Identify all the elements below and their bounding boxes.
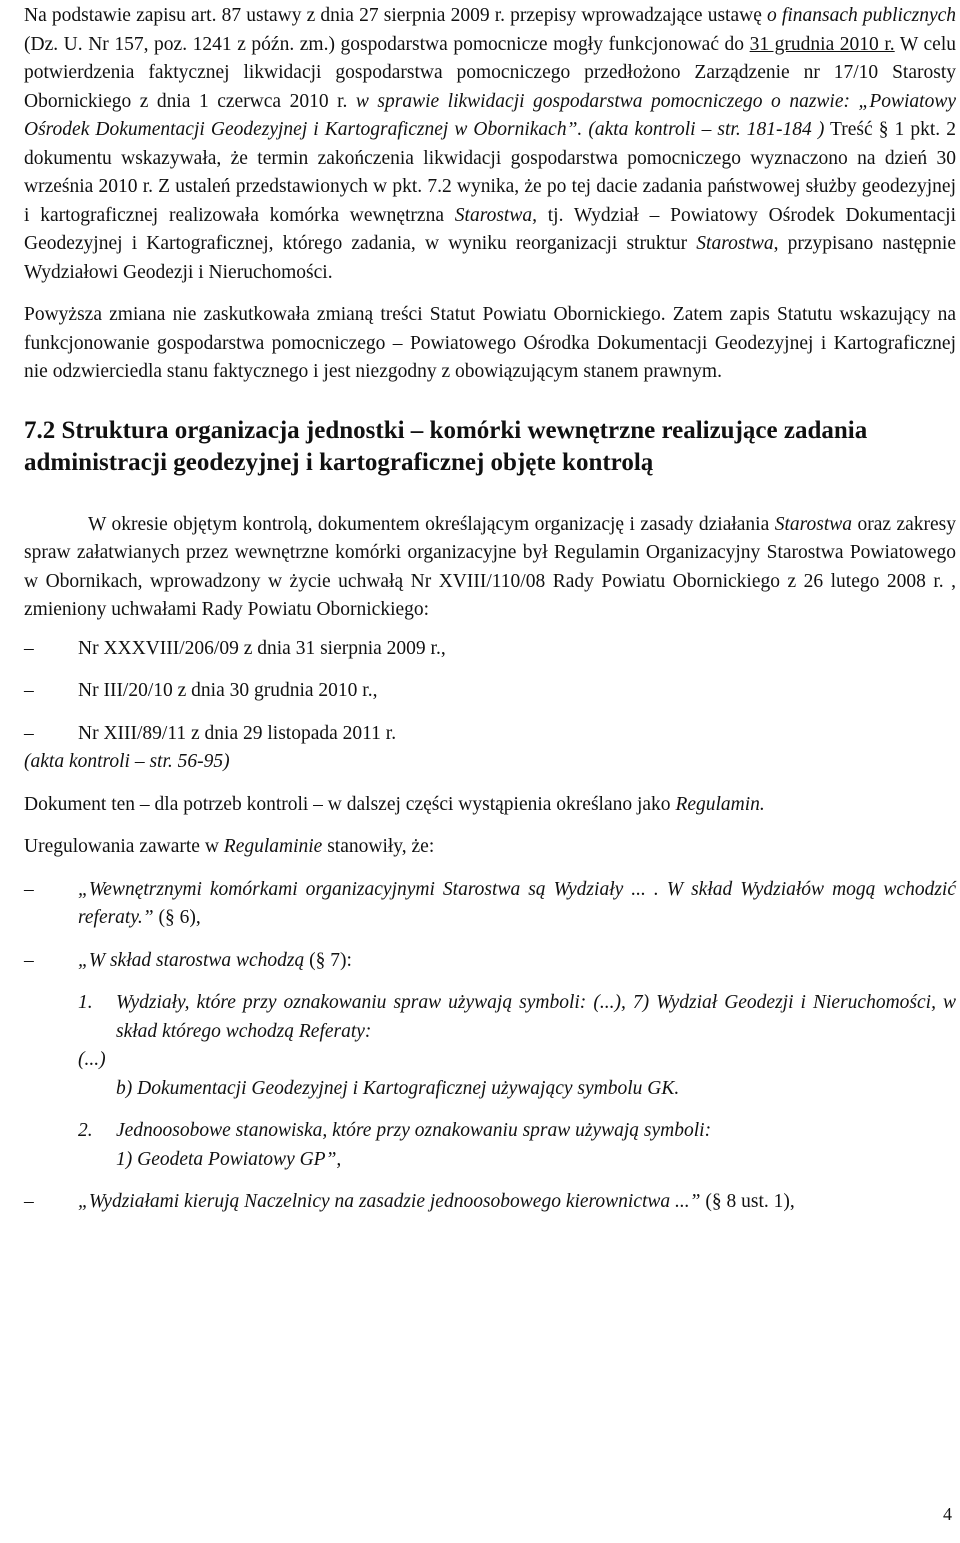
list-item-2: 2. Jednoosobowe stanowiska, które przy oznakowaniu spraw używają symboli: bbox=[78, 1120, 712, 1141]
law-title: o finansach publicznych bbox=[767, 5, 956, 26]
list-item: – Nr XXXVIII/206/09 z dnia 31 sierpnia 2009 r., bbox=[24, 637, 446, 659]
paragraph-dokument: Dokument ten – dla potrzeb kontroli – w dalszej części wystąpienia określano jako Regulamin. bbox=[24, 793, 765, 815]
paragraph-regulamin: W okresie objętym kontrolą, dokumentem określającym organizację i zasady działania Starostwa oraz zakresy spraw załatwianych przez wewnętrzne komórki organizacyjne był Regulamin Organizacyjny Starostwa Powiatowego w Obornikach, wprowadzony w życie uchwałą Nr XVIII/110/08 Rady Powiatu Obornickiego z 26 lutego 2008 r. , zmieniony uchwałami Rady Powiatu Obornickiego: bbox=[24, 513, 956, 620]
regulation-title: w sprawie likwidacji gospodarstwa pomocniczego o nazwie: „Powiatowy Ośrodek Dokumentacji Geodezyjnej i Kartograficznej w Obornikach”. (akta kontroli – str. 181-184 ) bbox=[24, 90, 956, 140]
deadline-date: 31 grudnia 2010 r. bbox=[749, 33, 895, 55]
paragraph-statut: Powyższa zmiana nie zaskutkowała zmianą treści Statut Powiatu Obornickiego. Zatem zapis Statutu wskazujący na funkcjonowanie gospodarstwa pomocniczego – Powiatowego Ośrodka Dokumentacji Geodezyjnej i Kartograficznej nie odzwierciedla stanu faktycznego i jest niezgodny z obowiązującym stanem prawnym. bbox=[24, 304, 956, 382]
list-item-1b: b) Dokumentacji Geodezyjnej i Kartograficznej używający symbolu GK. bbox=[116, 1077, 680, 1099]
section-heading: 7.2 Struktura organizacja jednostki – komórki wewnętrzne realizujące zadania administracji geodezyjnej i kartograficznej objęte kontrolą bbox=[24, 416, 868, 476]
paragraph-uregulowania: Uregulowania zawarte w Regulaminie stanowiły, że: bbox=[24, 836, 435, 857]
list-item: – Nr XIII/89/11 z dnia 29 listopada 2011 r. bbox=[24, 722, 397, 744]
quote-paragraph-7: – „W skład starostwa wchodzą (§ 7): bbox=[24, 949, 352, 971]
quote-paragraph-6: – „Wewnętrznymi komórkami organizacyjnymi Starostwa są Wydziały ... . W skład Wydziałów mogą wchodzić referaty.” (§ 6), bbox=[24, 878, 956, 928]
document-page bbox=[24, 0, 956, 1217]
list-item: – Nr III/20/10 z dnia 30 grudnia 2010 r., bbox=[24, 680, 378, 701]
ellipsis: (...) bbox=[78, 1049, 106, 1070]
page-number: 4 bbox=[943, 1504, 952, 1524]
quote-paragraph-8: – „Wydziałami kierują Naczelnicy na zasadzie jednoosobowego kierownictwa ...” (§ 8 ust. 1), bbox=[24, 1191, 795, 1212]
list-item-1: 1. Wydziały, które przy oznakowaniu spraw używają symboli: (...), 7) Wydział Geodezji i Nieruchomości, w skład którego wchodzą Referaty: bbox=[78, 992, 956, 1042]
resolutions-list bbox=[24, 635, 956, 749]
paragraph-gospodarstwa: Na podstawie zapisu art. 87 ustawy z dnia 27 sierpnia 2009 r. przepisy wprowadzające ustawę o finansach publicznych (Dz. U. Nr 157, poz. 1241 z późn. zm.) gospodarstwa pomocnicze mogły funkcjonować do 31 grudnia 2010 r. W celu potwierdzenia faktycznej likwidacji gospodarstwa pomocniczego przedłożono Zarządzenie nr 17/10 Starosty Obornickiego z dnia 1 czerwca 2010 r. w sprawie likwidacji gospodarstwa pomocniczego o nazwie: „Powiatowy Ośrodek Dokumentacji Geodezyjnej i Kartograficznej w Obornikach”. (akta kontroli – str. 181-184 ) Treść § 1 pkt. 2 dokumentu wskazywała, że termin zakończenia likwidacji gospodarstwa pomocniczego wyznaczono na dzień 30 września 2010 r. Z ustaleń przedstawionych w pkt. 7.2 wynika, że po tej dacie zadania państwowej służby geodezyjnej i kartograficznej realizowała komórka wewnętrzna Starostwa, tj. Wydział – Powiatowy Ośrodek Dokumentacji Geodezyjnej i Kartograficznej, którego zadania, w wyniku reorganizacji struktur Starostwa, przypisano następnie Wydziałowi Geodezji i Nieruchomości. bbox=[24, 5, 957, 283]
akta-reference: (akta kontroli – str. 56-95) bbox=[24, 751, 230, 772]
list-item-2a: 1) Geodeta Powiatowy GP”, bbox=[116, 1148, 342, 1170]
